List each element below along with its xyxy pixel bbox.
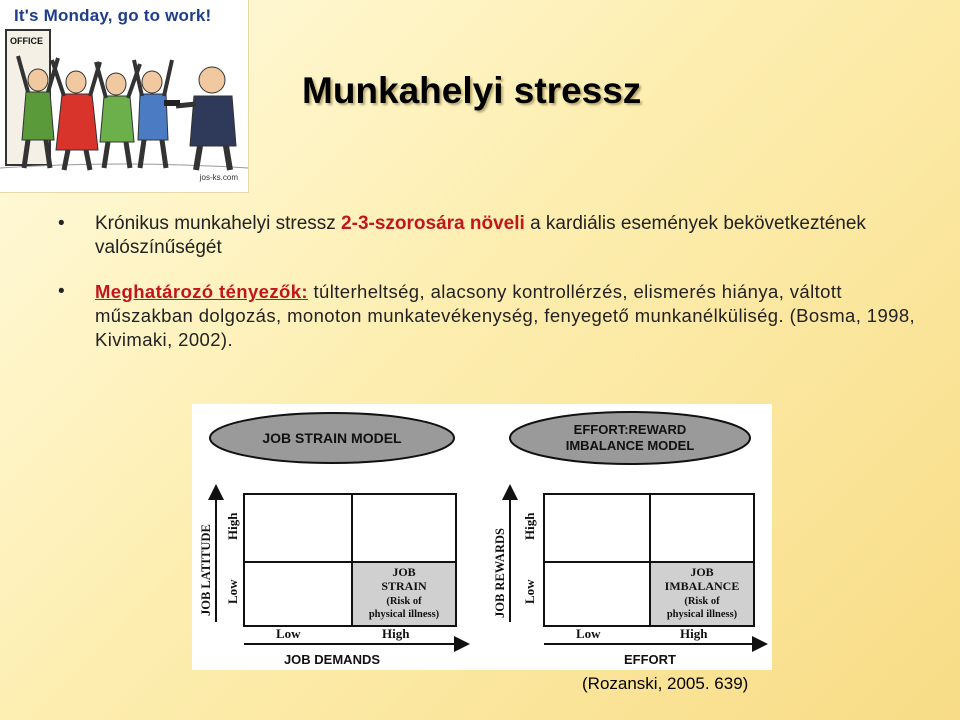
- right-x-low: Low: [576, 626, 601, 641]
- slide-title: Munkahelyi stressz: [302, 70, 642, 111]
- right-x-axis-label: EFFORT: [624, 652, 676, 667]
- bullet1-highlight: 2-3-szorosára növeli: [341, 213, 525, 234]
- stress-models-figure: [192, 404, 772, 670]
- left-y-high: High: [225, 512, 240, 540]
- right-grid-cell-top-right: [650, 494, 754, 562]
- right-y-axis-label: JOB REWARDS: [493, 528, 507, 618]
- left-grid-cell-top-left: [244, 494, 352, 562]
- left-grid-cell-bottom-left: [244, 562, 352, 626]
- left-cell-line2: STRAIN: [381, 579, 427, 593]
- right-y-high: High: [522, 512, 537, 540]
- cartoon-banner: It's Monday, go to work!: [14, 6, 212, 25]
- left-cell-line3: (Risk of: [386, 596, 422, 607]
- bullet-dot-icon: •: [58, 281, 66, 302]
- right-header-line2: IMBALANCE MODEL: [565, 438, 695, 453]
- right-grid-cell-bottom-left: [544, 562, 650, 626]
- bullet-item-factors: [58, 280, 918, 352]
- cartoon-drawing: [0, 0, 248, 192]
- bullet2-text: túlterheltség, alacsony kontrollérzés, elismerés hiánya, váltott műszakban dolgozás, monoton munkatevékenység, fenyegető munkanélküliség. (Bosma, 1998, Kivimaki, 2002).: [95, 281, 916, 350]
- bullet-dot-icon: •: [58, 213, 65, 234]
- right-cell-line2: IMBALANCE: [664, 579, 740, 593]
- cartoon-credit: jos-ks.com: [199, 173, 238, 182]
- bullet1-text-before: Krónikus munkahelyi stressz: [95, 213, 342, 234]
- left-x-low: Low: [276, 626, 301, 641]
- left-cell-line4: physical illness): [368, 609, 440, 620]
- figure-citation: (Rozanski, 2005. 639): [582, 674, 749, 693]
- right-cell-line1: JOB: [690, 565, 714, 579]
- left-grid-cell-top-right: [352, 494, 456, 562]
- effort-reward-model: [493, 412, 760, 667]
- left-x-high: High: [382, 626, 410, 641]
- left-y-low: Low: [225, 579, 240, 604]
- left-header-label: JOB STRAIN MODEL: [262, 430, 402, 446]
- bullet-list: [58, 212, 918, 352]
- left-cell-line1: JOB: [392, 565, 416, 579]
- right-cell-line4: physical illness): [666, 609, 738, 620]
- right-grid-cell-top-left: [544, 494, 650, 562]
- bullet1-text-after: a kardiális események bekövetkeztének valószínűségét: [95, 213, 866, 258]
- cartoon-image: [0, 0, 249, 193]
- bullet-item-stress-risk: [58, 212, 918, 260]
- left-x-axis-label: JOB DEMANDS: [283, 652, 381, 667]
- right-header-line1: EFFORT:REWARD: [573, 422, 687, 437]
- stress-models-diagram: [192, 404, 772, 670]
- right-y-low: Low: [522, 579, 537, 604]
- right-x-high: High: [680, 626, 708, 641]
- cartoon-door-sign: OFFICE: [10, 36, 43, 46]
- job-strain-model: [199, 413, 462, 667]
- bullet2-label: Meghatározó tényezők:: [95, 281, 308, 302]
- right-cell-line3: (Risk of: [684, 596, 720, 607]
- left-y-axis-label: JOB LATITUDE: [199, 524, 213, 616]
